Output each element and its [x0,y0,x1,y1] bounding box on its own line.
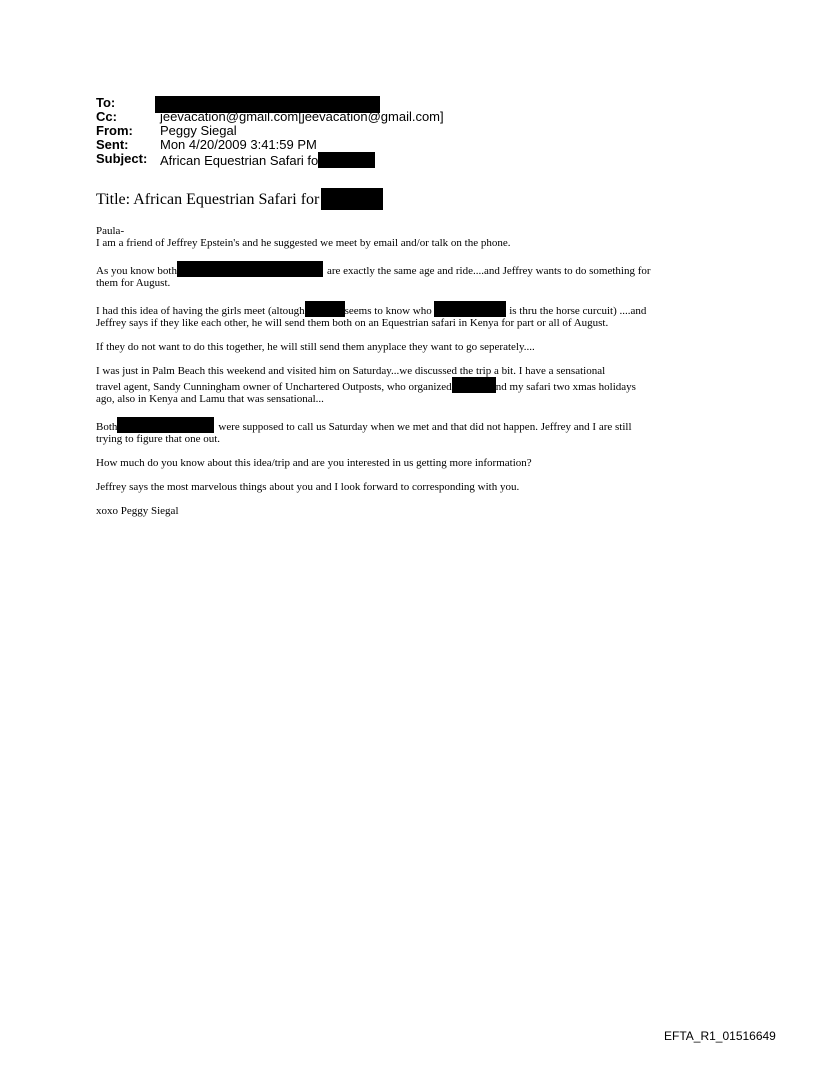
text-span: How much do you know about this idea/trip and are you interested in us getting more information? [96,457,532,469]
redaction-box [305,301,345,317]
paragraph-palm-beach [96,365,721,405]
greeting-paragraph [96,225,721,249]
redaction-box [321,188,383,210]
redaction-box [318,152,375,168]
from-value: Peggy Siegal [160,123,237,138]
title-text: Title: African Equestrian Safari for [96,191,320,208]
text-span: travel agent, Sandy Cunningham owner of Unchartered Outposts, who organized [96,381,452,393]
paragraph-separately [96,341,721,353]
text-span: As you know both [96,265,177,277]
redaction-box [434,301,506,317]
paragraph-ages [96,261,721,289]
email-title [96,188,383,210]
email-body [96,225,721,529]
sent-value: Mon 4/20/2009 3:41:59 PM [160,137,317,152]
redaction-box [177,261,323,277]
text-span: were supposed to call us Saturday when we met and that did not happen. Jeffrey and I are still [218,421,632,433]
subject-text: African Equestrian Safari fo [160,153,319,168]
subject-label: Subject: [96,151,148,166]
text-span: are exactly the same age and ride....and Jeffrey wants to do something for [326,265,651,277]
sent-label: Sent: [96,137,129,152]
paragraph-call [96,417,721,445]
text-span: If they do not want to do this together, he will still send them anyplace they want to go seperately.... [96,341,535,353]
redaction-box [117,417,214,433]
cc-label: Cc: [96,109,117,124]
greeting: Paula- [96,225,125,237]
text-span: them for August. [96,277,171,289]
subject-value [160,152,375,168]
text-span: trying to figure that one out. [96,433,221,445]
text-span: nd my safari two xmas holidays [495,381,636,393]
paragraph-question [96,457,721,469]
document-id: EFTA_R1_01516649 [664,1029,776,1043]
text-span: Jeffrey says if they like each other, he will send them both on an Equestrian safari in Kenya for part or all of August. [96,317,609,329]
paragraph-idea [96,301,721,329]
text-span: xoxo Peggy Siegal [96,505,179,517]
text-span: I had this idea of having the girls meet (altough [96,305,305,317]
from-label: From: [96,123,133,138]
text-span: Jeffrey says the most marvelous things about you and I look forward to corresponding with you. [96,481,520,493]
signoff [96,505,721,517]
cc-value: jeevacation@gmail.com[jeevacation@gmail.com] [160,109,444,124]
text-span: Both [96,421,118,433]
paragraph-closing [96,481,721,493]
to-label: To: [96,95,116,110]
text-span: seems to know who [344,305,432,317]
text-span: is thru the horse curcuit) ....and [509,305,647,317]
intro-line: I am a friend of Jeffrey Epstein's and he suggested we meet by email and/or talk on the phone. [96,237,511,249]
text-span: I was just in Palm Beach this weekend and visited him on Saturday...we discussed the trip a bit. I have a sensational [96,365,606,377]
text-span: ago, also in Kenya and Lamu that was sensational... [96,393,324,405]
redaction-box [452,377,496,393]
